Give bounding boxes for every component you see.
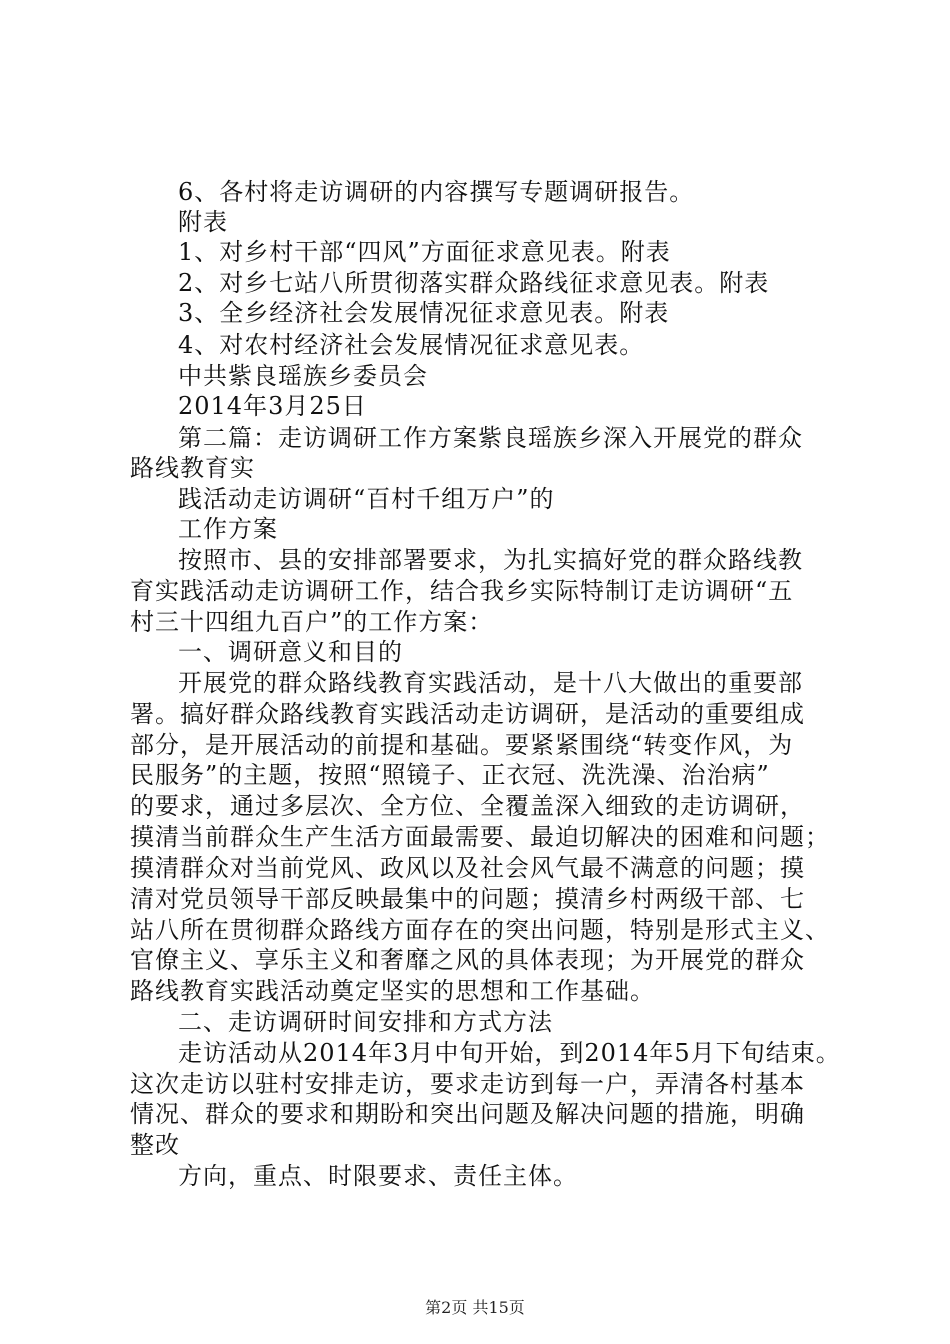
text-line: 路线教育实践活动奠定坚实的思想和工作基础。 xyxy=(130,977,655,1005)
section-heading: 第二篇：走访调研工作方案紫良瑶族乡深入开展党的群众 xyxy=(178,424,803,452)
text-line: 民服务”的主题，按照“照镜子、正衣冠、洗洗澡、治治病” xyxy=(130,761,770,789)
subsection-heading: 二、走访调研时间安排和方式方法 xyxy=(178,1008,553,1036)
page-number-footer: 第2页 共15页 xyxy=(425,1298,525,1317)
text-line: 部分，是开展活动的前提和基础。要紧紧围绕“转变作风，为 xyxy=(130,731,794,759)
text-line: 开展党的群众路线教育实践活动，是十八大做出的重要部 xyxy=(178,669,803,697)
text-line: 官僚主义、享乐主义和奢靡之风的具体表现；为开展党的群众 xyxy=(130,946,805,974)
text-line: 践活动走访调研“百村千组万户”的 xyxy=(178,485,555,513)
text-line: 1、对乡村干部“四风”方面征求意见表。附表 xyxy=(178,238,671,266)
text-line: 这次走访以驻村安排走访，要求走访到每一户，弄清各村基本 xyxy=(130,1070,805,1098)
text-line: 工作方案 xyxy=(178,515,278,543)
text-line: 摸清当前群众生产生活方面最需要、最迫切解决的困难和问题； xyxy=(130,823,830,851)
text-line: 中共紫良瑶族乡委员会 xyxy=(178,362,428,390)
text-line: 路线教育实 xyxy=(130,454,255,482)
text-line: 清对党员领导干部反映最集中的问题；摸清乡村两级干部、七 xyxy=(130,885,805,913)
text-line: 6、各村将走访调研的内容撰写专题调研报告。 xyxy=(178,178,695,206)
text-line: 站八所在贯彻群众路线方面存在的突出问题，特别是形式主义、 xyxy=(130,916,830,944)
text-line: 4、对农村经济社会发展情况征求意见表。 xyxy=(178,331,645,359)
text-line: 署。搞好群众路线教育实践活动走访调研，是活动的重要组成 xyxy=(130,700,805,728)
text-line: 按照市、县的安排部署要求，为扎实搞好党的群众路线教 xyxy=(178,546,803,574)
text-line: 情况、群众的要求和期盼和突出问题及解决问题的措施，明确 xyxy=(130,1100,805,1128)
text-line: 村三十四组九百户”的工作方案： xyxy=(130,608,494,636)
text-line: 摸清群众对当前党风、政风以及社会风气最不满意的问题；摸 xyxy=(130,854,805,882)
text-line: 走访活动从2014年3月中旬开始，到2014年5月下旬结束。 xyxy=(178,1039,841,1067)
text-line: 整改 xyxy=(130,1131,180,1159)
text-line: 2、对乡七站八所贯彻落实群众路线征求意见表。附表 xyxy=(178,269,770,297)
text-line: 的要求，通过多层次、全方位、全覆盖深入细致的走访调研， xyxy=(130,792,805,820)
text-line: 3、全乡经济社会发展情况征求意见表。附表 xyxy=(178,299,670,327)
subsection-heading: 一、调研意义和目的 xyxy=(178,638,403,666)
text-line: 育实践活动走访调研工作，结合我乡实际特制订走访调研“五 xyxy=(130,577,794,605)
date-line: 2014年3月25日 xyxy=(178,392,367,420)
text-line: 附表 xyxy=(178,208,228,236)
text-line: 方向，重点、时限要求、责任主体。 xyxy=(178,1162,578,1190)
